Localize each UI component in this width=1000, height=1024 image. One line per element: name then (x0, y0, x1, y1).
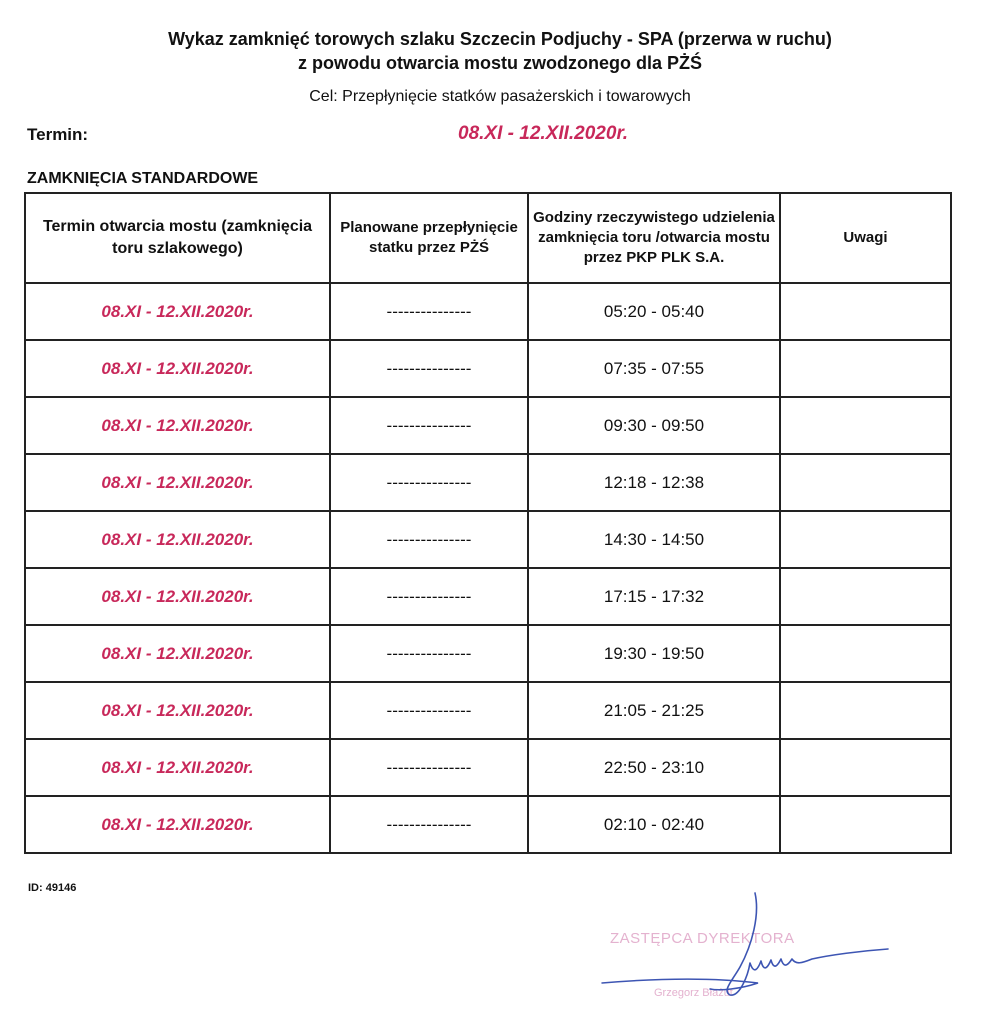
cell-notes (780, 739, 951, 796)
cell-planned-passage: --------------- (330, 340, 528, 397)
cell-notes (780, 283, 951, 340)
document-title-line1: Wykaz zamknięć torowych szlaku Szczecin Podjuchy - SPA (przerwa w ruchu) (168, 29, 832, 49)
cell-notes (780, 568, 951, 625)
cell-closure-term: 08.XI - 12.XII.2020r. (25, 397, 330, 454)
cell-actual-hours: 09:30 - 09:50 (528, 397, 780, 454)
cell-closure-term: 08.XI - 12.XII.2020r. (25, 340, 330, 397)
signature-stroke (727, 893, 888, 995)
document-subtitle: Cel: Przepłynięcie statków pasażerskich i towarowych (309, 88, 691, 105)
cell-planned-passage: --------------- (330, 397, 528, 454)
cell-actual-hours: 12:18 - 12:38 (528, 454, 780, 511)
cell-closure-term: 08.XI - 12.XII.2020r. (25, 625, 330, 682)
cell-planned-passage: --------------- (330, 283, 528, 340)
header-notes: Uwagi (780, 193, 951, 283)
cell-actual-hours: 17:15 - 17:32 (528, 568, 780, 625)
cell-notes (780, 511, 951, 568)
cell-planned-passage: --------------- (330, 511, 528, 568)
stamp-name: Grzegorz Błażut (654, 987, 733, 999)
table-row (25, 568, 951, 625)
stamp-title: ZASTĘPCA DYREKTORA (610, 930, 795, 947)
term-value: 08.XI - 12.XII.2020r. (458, 123, 629, 144)
table-row (25, 397, 951, 454)
table-row (25, 739, 951, 796)
closures-table (24, 192, 952, 854)
cell-planned-passage: --------------- (330, 625, 528, 682)
section-heading: ZAMKNIĘCIA STANDARDOWE (27, 170, 259, 187)
cell-notes (780, 796, 951, 853)
cell-closure-term: 08.XI - 12.XII.2020r. (25, 739, 330, 796)
table-header-row (25, 193, 951, 283)
cell-actual-hours: 02:10 - 02:40 (528, 796, 780, 853)
cell-planned-passage: --------------- (330, 739, 528, 796)
document-id: ID: 49146 (28, 882, 77, 894)
signature-icon (590, 885, 900, 1015)
table-row (25, 796, 951, 853)
cell-actual-hours: 14:30 - 14:50 (528, 511, 780, 568)
cell-closure-term: 08.XI - 12.XII.2020r. (25, 682, 330, 739)
cell-closure-term: 08.XI - 12.XII.2020r. (25, 283, 330, 340)
term-label: Termin: (27, 125, 89, 144)
cell-notes (780, 454, 951, 511)
cell-notes (780, 397, 951, 454)
cell-planned-passage: --------------- (330, 568, 528, 625)
cell-notes (780, 625, 951, 682)
cell-actual-hours: 22:50 - 23:10 (528, 739, 780, 796)
table-row (25, 283, 951, 340)
document-title-line2: z powodu otwarcia mostu zwodzonego dla PŻŚ (297, 53, 702, 73)
header-closure-term: Termin otwarcia mostu (zamknięcia toru szlakowego) (25, 193, 330, 283)
cell-closure-term: 08.XI - 12.XII.2020r. (25, 454, 330, 511)
cell-planned-passage: --------------- (330, 454, 528, 511)
signature-underline (602, 979, 758, 990)
cell-closure-term: 08.XI - 12.XII.2020r. (25, 568, 330, 625)
table-row (25, 682, 951, 739)
cell-actual-hours: 21:05 - 21:25 (528, 682, 780, 739)
cell-notes (780, 340, 951, 397)
cell-closure-term: 08.XI - 12.XII.2020r. (25, 796, 330, 853)
header-actual-hours: Godziny rzeczywistego udzielenia zamknięcia toru /otwarcia mostu przez PKP PLK S.A. (528, 193, 780, 283)
cell-actual-hours: 07:35 - 07:55 (528, 340, 780, 397)
cell-planned-passage: --------------- (330, 796, 528, 853)
table-row (25, 511, 951, 568)
table-row (25, 625, 951, 682)
cell-notes (780, 682, 951, 739)
table-row (25, 340, 951, 397)
cell-actual-hours: 05:20 - 05:40 (528, 283, 780, 340)
cell-actual-hours: 19:30 - 19:50 (528, 625, 780, 682)
cell-planned-passage: --------------- (330, 682, 528, 739)
cell-closure-term: 08.XI - 12.XII.2020r. (25, 511, 330, 568)
header-planned-passage: Planowane przepłynięcie statku przez PŻŚ (330, 193, 528, 283)
table-row (25, 454, 951, 511)
